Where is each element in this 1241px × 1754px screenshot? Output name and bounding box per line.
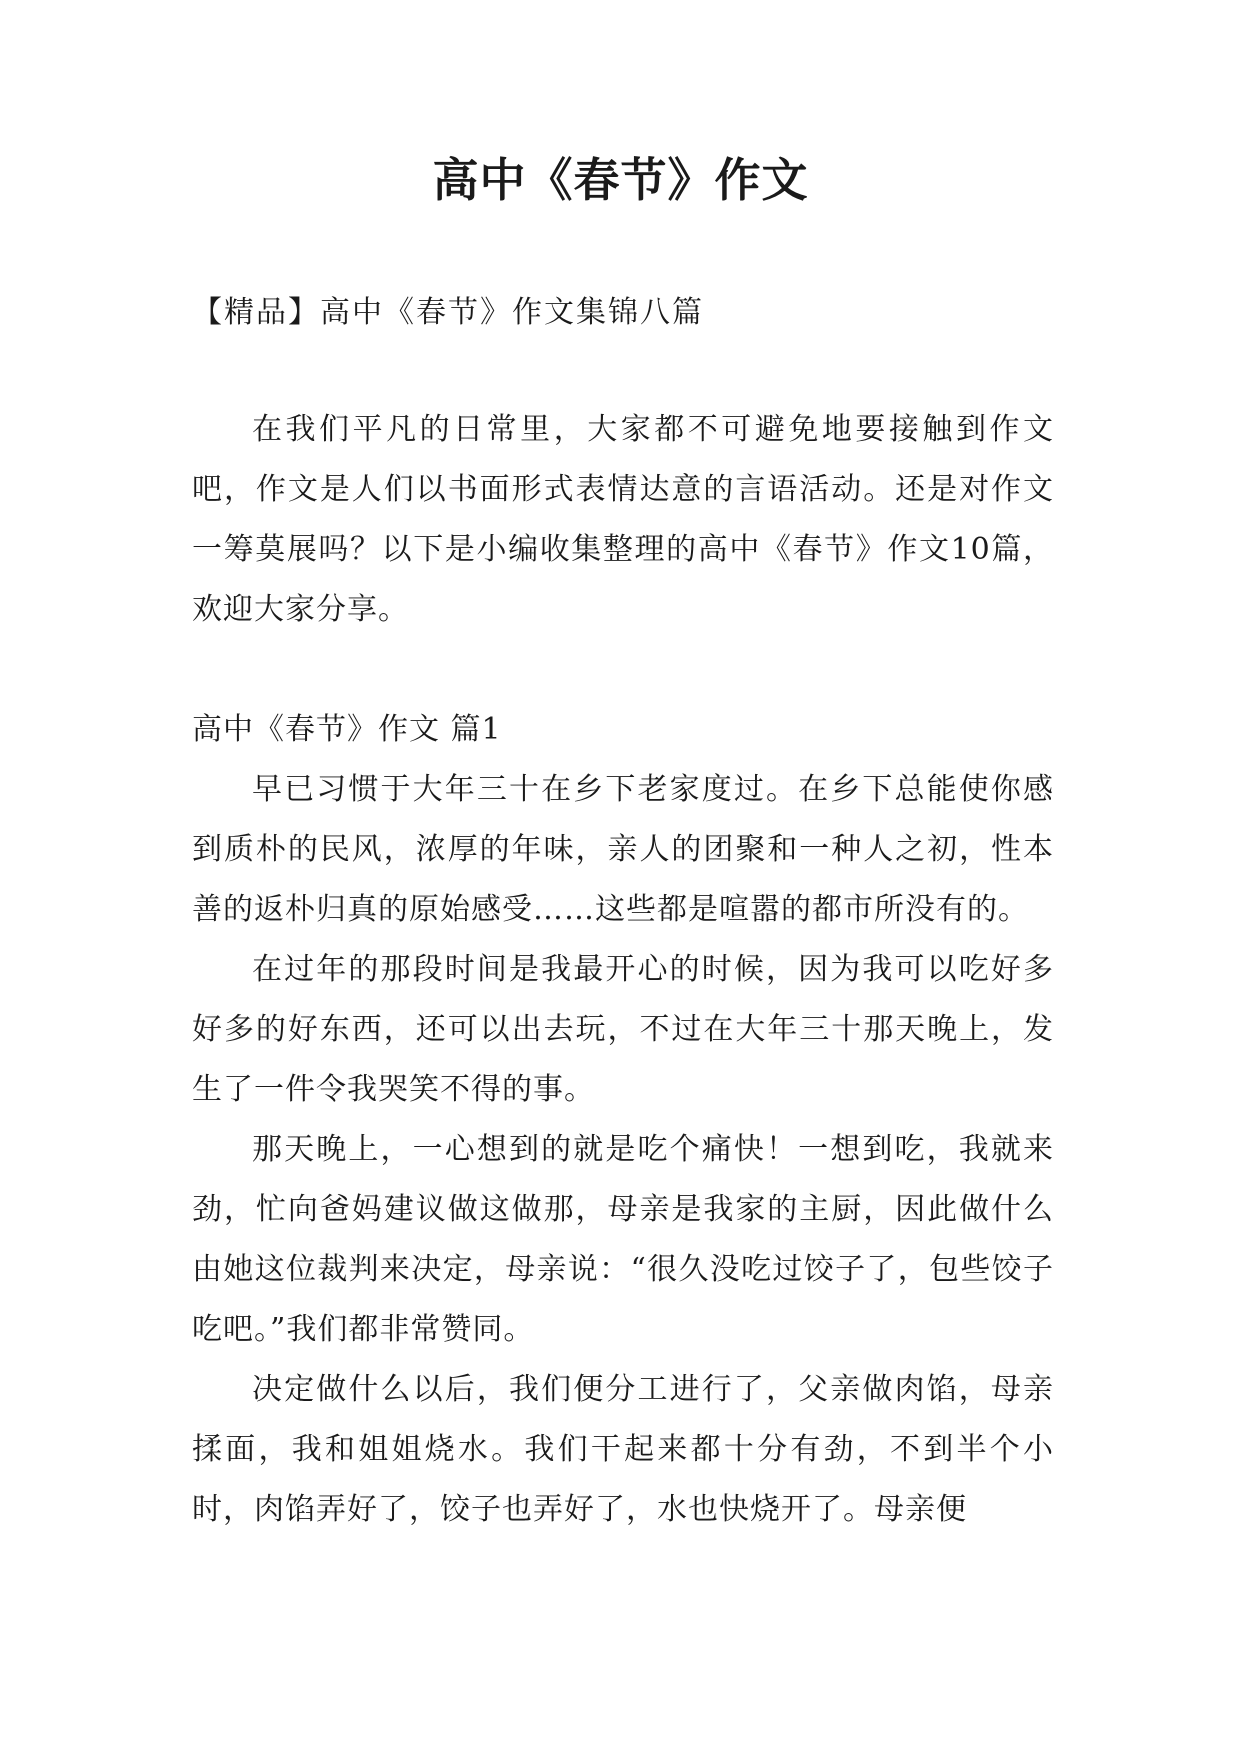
document-title: 高中《春节》作文 [432, 153, 809, 207]
section-heading: 高中《春节》作文 篇1 [192, 712, 502, 747]
essay-paragraph: 在过年的那段时间是我最开心的时候，因为我可以吃好多好多的好东西，还可以出去玩，不过在大年三十那天晚上，发生了一件令我哭笑不得的事。 [192, 952, 1054, 1107]
intro-paragraph: 在我们平凡的日常里，大家都不可避免地要接触到作文吧，作文是人们以书面形式表情达意的言语活动。还是对作文一筹莫展吗？以下是小编收集整理的高中《春节》作文10篇，欢迎大家分享。 [192, 412, 1054, 627]
essay-paragraph: 那天晚上，一心想到的就是吃个痛快！一想到吃，我就来劲，忙向爸妈建议做这做那，母亲是我家的主厨，因此做什么由她这位裁判来决定，母亲说：“很久没吃过饺子了，包些饺子吃吧。”我们都非常赞同。 [192, 1132, 1054, 1347]
intro-section [192, 400, 1054, 640]
document-subtitle: 【精品】高中《春节》作文集锦八篇 [192, 295, 704, 330]
essay-body [192, 760, 1054, 1540]
essay-paragraph: 早已习惯于大年三十在乡下老家度过。在乡下总能使你感到质朴的民风，浓厚的年味，亲人的团聚和一种人之初，性本善的返朴归真的原始感受……这些都是喧嚣的都市所没有的。 [192, 772, 1054, 927]
essay-paragraph: 决定做什么以后，我们便分工进行了，父亲做肉馅，母亲揉面，我和姐姐烧水。我们干起来都十分有劲，不到半个小时，肉馅弄好了，饺子也弄好了，水也快烧开了。母亲便 [192, 1372, 1054, 1527]
